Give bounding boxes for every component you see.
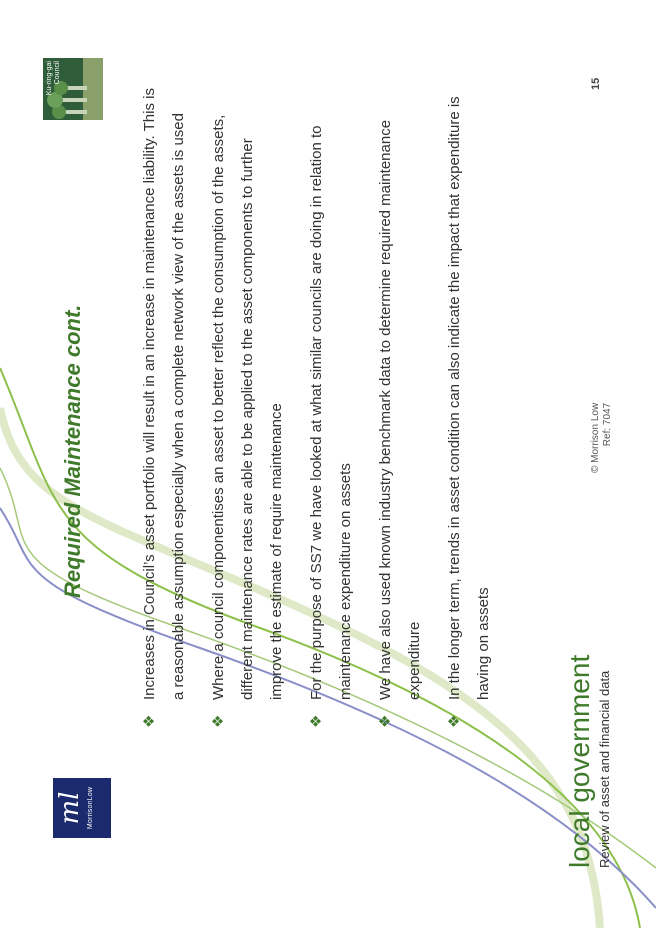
diamond-bullet-icon: ❖ xyxy=(308,714,325,728)
morrison-low-logo xyxy=(53,778,111,838)
page-number: 15 xyxy=(590,77,602,90)
kuringgai-council-logo xyxy=(43,58,103,120)
diamond-bullet-icon: ❖ xyxy=(210,714,227,728)
morrison-low-mark: ml xyxy=(55,791,85,825)
footer-brand-subtitle: Review of asset and financial data xyxy=(597,670,612,868)
council-name-line1: Ku-ring-gai xyxy=(46,61,53,96)
diamond-bullet-icon: ❖ xyxy=(377,714,394,728)
bullet-text: For the purpose of SS7 we have looked at what similar councils are doing in relation to maintenance expenditure on assets xyxy=(308,125,354,700)
diamond-bullet-icon: ❖ xyxy=(446,714,463,728)
bullet-text: In the longer term, trends in asset condition can also indicate the impact that expenditure is having on assets xyxy=(446,96,492,700)
bullet-list xyxy=(135,88,509,728)
reference-text: Ref: 7047 xyxy=(602,402,613,447)
bullet-item xyxy=(302,88,360,728)
copyright-text: © Morrison Low xyxy=(590,402,601,473)
council-name-line2: Council xyxy=(54,61,61,85)
diamond-bullet-icon: ❖ xyxy=(141,714,158,728)
slide-title: Required Maintenance cont. xyxy=(60,304,85,598)
bullet-text: Increases in Council’s asset portfolio will result in an increase in maintenance liability. This is a reasonable assumption especially when a complete network view of the assets is used xyxy=(141,88,187,700)
bullet-text: We have also used known industry benchmark data to determine required maintenance expenditure xyxy=(377,119,423,700)
bullet-item xyxy=(440,88,498,728)
bullet-item xyxy=(371,88,429,728)
footer-brand-title: local government xyxy=(564,654,595,868)
bullet-text: Where a council componentises an asset to better reflect the consumption of the assets, different maintenance rates are able to be applied to the asset components to further improve the estimate of require maintenance xyxy=(210,114,285,700)
morrison-low-name: MorrisonLow xyxy=(87,786,94,830)
kuringgai-council-name xyxy=(46,61,62,95)
bullet-item xyxy=(135,88,193,728)
bullet-item xyxy=(204,88,291,728)
footer-brand xyxy=(565,655,612,868)
copyright-notice xyxy=(590,403,614,473)
